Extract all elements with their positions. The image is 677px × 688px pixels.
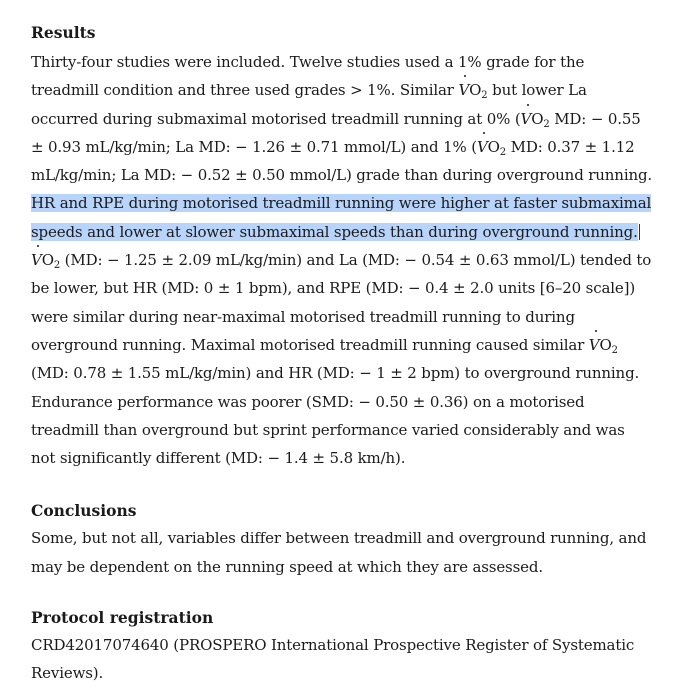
conclusions-heading: Conclusions	[31, 501, 137, 521]
selected-text-highlight[interactable]: HR and RPE during motorised treadmill running were higher at faster submaximal speeds and lower at slower submaximal speeds than during overground running.	[31, 194, 652, 241]
vo2-symbol: $VO_2$	[458, 81, 487, 99]
protocol-heading: Protocol registration	[31, 608, 214, 628]
conclusions-text[interactable]: Some, but not all, variables differ between treadmill and overground running, and may be dependent on the running speed at which they are assessed.	[31, 529, 647, 576]
vo2-symbol: $VO_2$	[31, 251, 60, 269]
results-text-1: Thirty-four studies were included. Twelve studies used a 1% grade for the treadmill condition and three used grades > 1%. Similar	[31, 53, 585, 100]
vo2-symbol: $VO_2$	[477, 138, 506, 156]
results-text-2: but lower La occurred during submaximal motorised treadmill running at 0% (	[31, 81, 587, 128]
results-text-6: (MD: − 1.25 ± 2.09 mL/kg/min) and La (MD: − 0.54 ± 0.63 mmol/L) tended to be lower, but HR (MD: 0 ± 1 bpm), and RPE (MD: − 0.4 ± 2.0 units [6–20 scale]) were similar during near-maximal motorised treadmill running to during overground running. Maximal motorised treadmill running caused similar	[31, 251, 652, 354]
results-text-3: MD: − 0.55 ± 0.93 mL/kg/min; La MD: − 1.26 ± 0.71 mmol/L) and 1% (	[31, 109, 641, 156]
protocol-section	[31, 607, 653, 688]
results-heading: Results	[31, 23, 96, 42]
results-text-4: MD: 0.37 ± 1.12 mL/kg/min; La MD: − 0.52 ± 0.50 mmol/L) grade than during overground running.	[31, 137, 653, 185]
vo2-symbol: $VO_2$	[589, 336, 618, 354]
vo2-symbol: $VO_2$	[521, 110, 550, 128]
protocol-text[interactable]: CRD42017074640 (PROSPERO International Prospective Register of Systematic Reviews).	[31, 636, 635, 683]
conclusions-section	[31, 500, 653, 581]
results-section	[31, 22, 653, 472]
text-cursor-icon	[639, 224, 640, 240]
results-text-7: (MD: 0.78 ± 1.55 mL/kg/min) and HR (MD: − 1 ± 2 bpm) to overground running. Endurance performance was poorer (SMD: − 0.50 ± 0.36) on a motorised treadmill than overground but sprint performance varied considerably and was not significantly different (MD: − 1.4 ± 5.8 km/h).	[31, 364, 640, 468]
results-paragraph[interactable]	[31, 48, 653, 472]
